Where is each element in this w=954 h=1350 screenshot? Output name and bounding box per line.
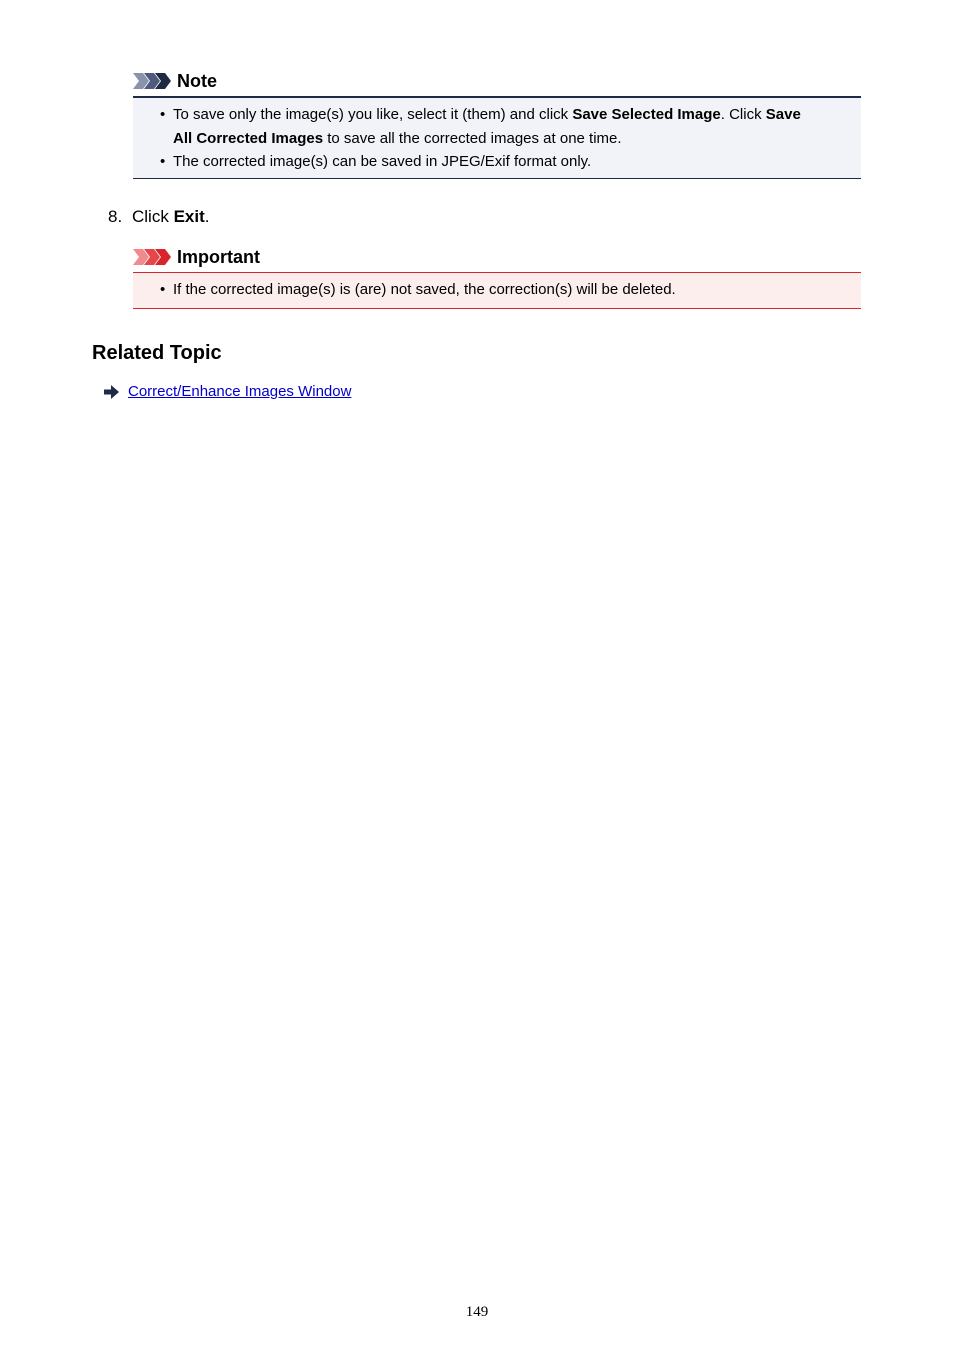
- text: To save only the image(s) you like, select it (them) and click: [173, 106, 573, 123]
- bold-text: All Corrected Images: [173, 130, 324, 147]
- arrow-right-icon: [104, 385, 120, 399]
- text: Click: [132, 207, 174, 226]
- step-8: [108, 207, 209, 227]
- important-heading: [133, 245, 260, 269]
- important-label: Important: [177, 246, 260, 267]
- note-item-1-line-2: [173, 130, 622, 147]
- bold-text: Save: [765, 106, 801, 123]
- bullet: •: [160, 281, 166, 298]
- step-number: 8.: [108, 207, 123, 226]
- text: to save all the corrected images at one time.: [323, 130, 622, 147]
- important-item-1: If the corrected image(s) is (are) not saved, the correction(s) will be deleted.: [173, 281, 676, 298]
- important-box: [133, 272, 861, 309]
- note-label: Note: [177, 70, 217, 91]
- important-chevrons-icon: [133, 249, 173, 265]
- note-item-2: The corrected image(s) can be saved in JPEG/Exif format only.: [173, 153, 592, 170]
- related-link-row: [104, 383, 351, 400]
- note-heading: [133, 69, 217, 93]
- page-number: 149: [465, 1304, 489, 1320]
- note-box: [133, 96, 861, 179]
- note-item-1-line-1: [173, 106, 801, 123]
- correct-enhance-images-window-link[interactable]: Correct/Enhance Images Window: [128, 383, 352, 400]
- text: .: [204, 207, 210, 226]
- text: . Click: [720, 106, 766, 123]
- note-chevrons-icon: [133, 73, 173, 89]
- bullet: •: [160, 153, 166, 170]
- bold-text: Save Selected Image: [572, 106, 721, 123]
- bold-text: Exit: [173, 207, 205, 226]
- related-topic-heading: Related Topic: [92, 342, 222, 364]
- bullet: •: [160, 106, 166, 123]
